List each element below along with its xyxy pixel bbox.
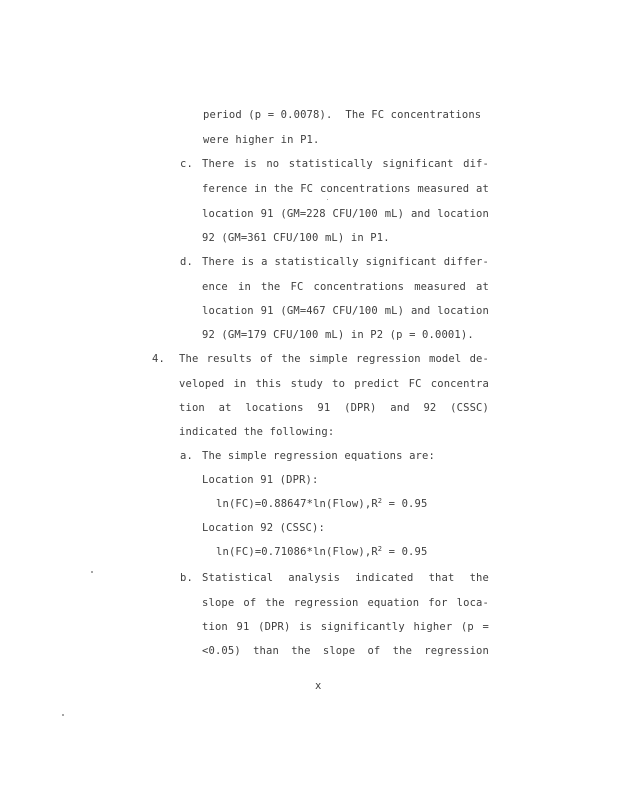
text-line: <0.05) than the slope of the regression — [202, 645, 489, 657]
location-92-label: Location 92 (CSSC): — [202, 522, 325, 534]
text-line: 92 (GM=179 CFU/100 mL) in P2 (p = 0.0001). — [202, 329, 474, 341]
list-marker-a: a. — [180, 450, 193, 462]
text-line: were higher in P1. — [203, 134, 320, 146]
text-line: There is a statistically significant differ- — [202, 256, 489, 268]
text-line: ference in the FC concentrations measured at — [202, 183, 489, 195]
text-line: period (p = 0.0078). The FC concentrations — [203, 109, 482, 121]
list-marker-c: c. — [180, 158, 193, 170]
text-line: location 91 (GM=228 CFU/100 mL) and location — [202, 208, 489, 220]
scan-speck — [91, 571, 93, 573]
list-marker-4: 4. — [152, 353, 165, 365]
text-line: There is no statistically significant dif- — [202, 158, 489, 170]
page-number: x — [315, 680, 322, 692]
scan-speck — [62, 714, 64, 716]
location-91-label: Location 91 (DPR): — [202, 474, 319, 486]
text-line: Statistical analysis indicated that the — [202, 572, 489, 584]
text-line: slope of the regression equation for loca- — [202, 597, 489, 609]
text-line: tion 91 (DPR) is significantly higher (p = — [202, 621, 489, 633]
text-line: 92 (GM=361 CFU/100 mL) in P1. — [202, 232, 390, 244]
text-line: The simple regression equations are: — [202, 450, 435, 462]
list-marker-d: d. — [180, 256, 193, 268]
scan-speck — [327, 199, 328, 200]
text-line: indicated the following: — [179, 426, 335, 438]
list-marker-b: b. — [180, 572, 193, 584]
equation-92: $\ln(FC)=0.71086*\ln(Flow),R^2 = 0.95$ — [216, 545, 428, 558]
text-line: location 91 (GM=467 CFU/100 mL) and location — [202, 305, 489, 317]
text-line: ence in the FC concentrations measured at — [202, 281, 489, 293]
text-line: tion at locations 91 (DPR) and 92 (CSSC) — [179, 402, 489, 414]
equation-91: $\ln(FC)=0.88647*\ln(Flow),R^2 = 0.95$ — [216, 497, 428, 510]
text-line: The results of the simple regression model de- — [179, 353, 489, 365]
text-line: veloped in this study to predict FC concentra — [179, 378, 489, 390]
